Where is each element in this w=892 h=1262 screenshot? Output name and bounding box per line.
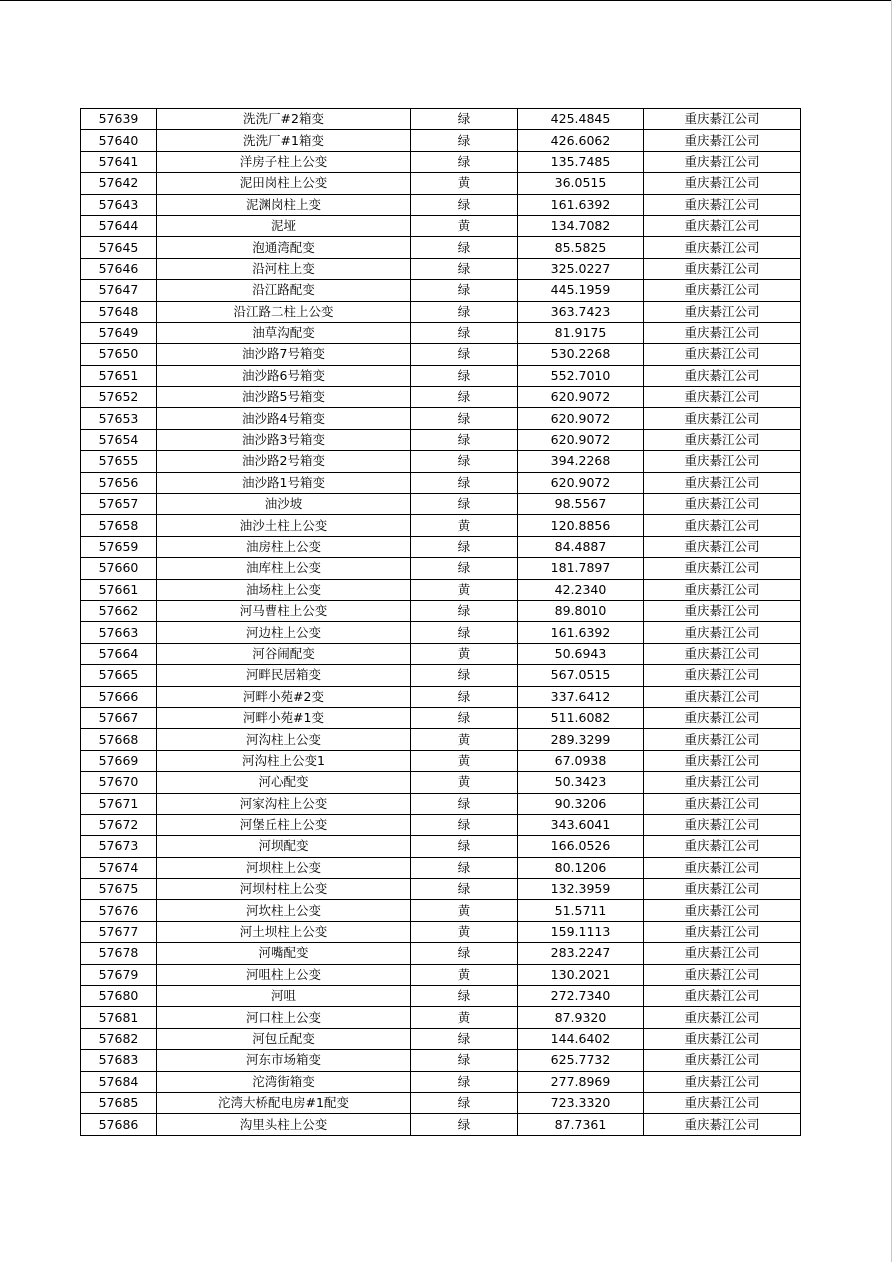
cell-id: 57654	[81, 429, 157, 450]
cell-id: 57660	[81, 558, 157, 579]
table-row	[81, 322, 801, 343]
cell-value: 289.3299	[518, 729, 644, 750]
cell-value: 394.2268	[518, 451, 644, 472]
cell-status: 绿	[411, 344, 518, 365]
cell-company: 重庆綦江公司	[644, 686, 801, 707]
table-row	[81, 151, 801, 172]
cell-status: 绿	[411, 322, 518, 343]
cell-value: 120.8856	[518, 515, 644, 536]
cell-company: 重庆綦江公司	[644, 387, 801, 408]
cell-id: 57681	[81, 1007, 157, 1028]
table-row	[81, 365, 801, 386]
cell-id: 57671	[81, 793, 157, 814]
cell-company: 重庆綦江公司	[644, 964, 801, 985]
cell-id: 57642	[81, 173, 157, 194]
transformer-table	[80, 108, 801, 1136]
cell-value: 159.1113	[518, 921, 644, 942]
cell-value: 343.6041	[518, 814, 644, 835]
cell-value: 530.2268	[518, 344, 644, 365]
cell-company: 重庆綦江公司	[644, 322, 801, 343]
cell-name: 河畔小苑#2变	[157, 686, 411, 707]
cell-id: 57664	[81, 643, 157, 664]
cell-name: 河咀	[157, 986, 411, 1007]
cell-status: 绿	[411, 130, 518, 151]
cell-company: 重庆綦江公司	[644, 280, 801, 301]
table-row	[81, 130, 801, 151]
cell-name: 沱湾大桥配电房#1配变	[157, 1092, 411, 1113]
cell-value: 84.4887	[518, 536, 644, 557]
cell-name: 河坎柱上公变	[157, 900, 411, 921]
cell-company: 重庆綦江公司	[644, 622, 801, 643]
cell-id: 57663	[81, 622, 157, 643]
cell-value: 363.7423	[518, 301, 644, 322]
page-top-border	[0, 0, 892, 1]
cell-value: 144.6402	[518, 1028, 644, 1049]
cell-name: 河坝柱上公变	[157, 857, 411, 878]
cell-status: 黄	[411, 579, 518, 600]
cell-value: 50.3423	[518, 772, 644, 793]
cell-status: 绿	[411, 429, 518, 450]
cell-name: 泥渊岗柱上变	[157, 194, 411, 215]
cell-name: 洗洗厂#2箱变	[157, 109, 411, 130]
cell-id: 57656	[81, 472, 157, 493]
cell-id: 57653	[81, 408, 157, 429]
cell-name: 河沟柱上公变1	[157, 750, 411, 771]
cell-value: 283.2247	[518, 943, 644, 964]
cell-status: 绿	[411, 793, 518, 814]
cell-company: 重庆綦江公司	[644, 857, 801, 878]
cell-status: 绿	[411, 1092, 518, 1113]
cell-name: 油场柱上公变	[157, 579, 411, 600]
cell-id: 57665	[81, 665, 157, 686]
cell-status: 黄	[411, 921, 518, 942]
cell-id: 57683	[81, 1050, 157, 1071]
cell-value: 166.0526	[518, 836, 644, 857]
cell-company: 重庆綦江公司	[644, 365, 801, 386]
cell-company: 重庆綦江公司	[644, 130, 801, 151]
cell-status: 绿	[411, 1028, 518, 1049]
cell-value: 90.3206	[518, 793, 644, 814]
cell-name: 油沙路6号箱变	[157, 365, 411, 386]
cell-name: 油库柱上公变	[157, 558, 411, 579]
cell-name: 油沙路3号箱变	[157, 429, 411, 450]
cell-name: 油沙路7号箱变	[157, 344, 411, 365]
cell-value: 445.1959	[518, 280, 644, 301]
cell-value: 161.6392	[518, 622, 644, 643]
cell-name: 泥田岗柱上公变	[157, 173, 411, 194]
cell-name: 洗洗厂#1箱变	[157, 130, 411, 151]
cell-id: 57649	[81, 322, 157, 343]
cell-company: 重庆綦江公司	[644, 515, 801, 536]
table-row	[81, 600, 801, 621]
cell-value: 89.8010	[518, 600, 644, 621]
cell-name: 洋房子柱上公变	[157, 151, 411, 172]
table-row	[81, 280, 801, 301]
table-row	[81, 622, 801, 643]
cell-id: 57643	[81, 194, 157, 215]
table-row	[81, 900, 801, 921]
cell-status: 绿	[411, 857, 518, 878]
table-row	[81, 1050, 801, 1071]
table-row	[81, 344, 801, 365]
cell-name: 油沙路5号箱变	[157, 387, 411, 408]
cell-value: 87.7361	[518, 1114, 644, 1135]
cell-id: 57675	[81, 879, 157, 900]
cell-name: 油沙路4号箱变	[157, 408, 411, 429]
table-row	[81, 451, 801, 472]
cell-company: 重庆綦江公司	[644, 772, 801, 793]
cell-status: 绿	[411, 943, 518, 964]
cell-id: 57650	[81, 344, 157, 365]
cell-name: 河坝村柱上公变	[157, 879, 411, 900]
cell-name: 河边柱上公变	[157, 622, 411, 643]
cell-id: 57652	[81, 387, 157, 408]
cell-id: 57640	[81, 130, 157, 151]
cell-company: 重庆綦江公司	[644, 900, 801, 921]
cell-value: 181.7897	[518, 558, 644, 579]
table-row	[81, 1007, 801, 1028]
cell-status: 黄	[411, 1007, 518, 1028]
table-row	[81, 472, 801, 493]
cell-name: 沱湾街箱变	[157, 1071, 411, 1092]
cell-name: 油沙路1号箱变	[157, 472, 411, 493]
table-row	[81, 558, 801, 579]
cell-status: 绿	[411, 151, 518, 172]
cell-company: 重庆綦江公司	[644, 194, 801, 215]
cell-company: 重庆綦江公司	[644, 707, 801, 728]
cell-name: 油沙路2号箱变	[157, 451, 411, 472]
cell-status: 黄	[411, 515, 518, 536]
cell-company: 重庆綦江公司	[644, 793, 801, 814]
cell-company: 重庆綦江公司	[644, 558, 801, 579]
cell-value: 42.2340	[518, 579, 644, 600]
cell-value: 620.9072	[518, 429, 644, 450]
table-row	[81, 258, 801, 279]
cell-status: 绿	[411, 494, 518, 515]
cell-company: 重庆綦江公司	[644, 536, 801, 557]
cell-id: 57685	[81, 1092, 157, 1113]
cell-name: 油草沟配变	[157, 322, 411, 343]
cell-status: 黄	[411, 173, 518, 194]
cell-id: 57679	[81, 964, 157, 985]
cell-name: 河堡丘柱上公变	[157, 814, 411, 835]
cell-status: 绿	[411, 387, 518, 408]
table-row	[81, 665, 801, 686]
cell-status: 绿	[411, 600, 518, 621]
cell-status: 绿	[411, 814, 518, 835]
table-row	[81, 515, 801, 536]
cell-company: 重庆綦江公司	[644, 1114, 801, 1135]
table-row	[81, 750, 801, 771]
cell-value: 620.9072	[518, 408, 644, 429]
cell-company: 重庆綦江公司	[644, 579, 801, 600]
cell-value: 87.9320	[518, 1007, 644, 1028]
cell-value: 723.3320	[518, 1092, 644, 1113]
cell-name: 河土坝柱上公变	[157, 921, 411, 942]
cell-status: 黄	[411, 729, 518, 750]
cell-status: 绿	[411, 194, 518, 215]
table-row	[81, 707, 801, 728]
cell-company: 重庆綦江公司	[644, 665, 801, 686]
table-row	[81, 772, 801, 793]
cell-name: 河马曹柱上公变	[157, 600, 411, 621]
cell-id: 57677	[81, 921, 157, 942]
cell-status: 绿	[411, 408, 518, 429]
table-row	[81, 814, 801, 835]
cell-id: 57641	[81, 151, 157, 172]
cell-status: 黄	[411, 772, 518, 793]
cell-value: 50.6943	[518, 643, 644, 664]
cell-company: 重庆綦江公司	[644, 729, 801, 750]
cell-value: 85.5825	[518, 237, 644, 258]
cell-value: 80.1206	[518, 857, 644, 878]
cell-value: 134.7082	[518, 215, 644, 236]
table-row	[81, 579, 801, 600]
cell-status: 黄	[411, 900, 518, 921]
table-row	[81, 408, 801, 429]
cell-name: 河心配变	[157, 772, 411, 793]
cell-company: 重庆綦江公司	[644, 151, 801, 172]
cell-name: 油房柱上公变	[157, 536, 411, 557]
cell-name: 沿河柱上变	[157, 258, 411, 279]
cell-company: 重庆綦江公司	[644, 301, 801, 322]
cell-value: 620.9072	[518, 387, 644, 408]
cell-id: 57646	[81, 258, 157, 279]
cell-company: 重庆綦江公司	[644, 429, 801, 450]
table-row	[81, 173, 801, 194]
cell-company: 重庆綦江公司	[644, 237, 801, 258]
cell-status: 绿	[411, 1071, 518, 1092]
cell-status: 绿	[411, 665, 518, 686]
cell-id: 57645	[81, 237, 157, 258]
cell-status: 绿	[411, 986, 518, 1007]
cell-value: 325.0227	[518, 258, 644, 279]
cell-value: 620.9072	[518, 472, 644, 493]
cell-company: 重庆綦江公司	[644, 215, 801, 236]
cell-status: 绿	[411, 301, 518, 322]
cell-name: 河包丘配变	[157, 1028, 411, 1049]
cell-id: 57647	[81, 280, 157, 301]
cell-name: 河畔民居箱变	[157, 665, 411, 686]
cell-id: 57674	[81, 857, 157, 878]
cell-company: 重庆綦江公司	[644, 1028, 801, 1049]
cell-status: 绿	[411, 365, 518, 386]
cell-value: 132.3959	[518, 879, 644, 900]
cell-id: 57670	[81, 772, 157, 793]
cell-id: 57658	[81, 515, 157, 536]
cell-status: 绿	[411, 879, 518, 900]
cell-id: 57686	[81, 1114, 157, 1135]
cell-company: 重庆綦江公司	[644, 472, 801, 493]
table-row	[81, 387, 801, 408]
cell-value: 98.5567	[518, 494, 644, 515]
cell-value: 625.7732	[518, 1050, 644, 1071]
cell-company: 重庆綦江公司	[644, 943, 801, 964]
cell-company: 重庆綦江公司	[644, 879, 801, 900]
table-row	[81, 643, 801, 664]
cell-id: 57678	[81, 943, 157, 964]
cell-name: 沟里头柱上公变	[157, 1114, 411, 1135]
cell-status: 绿	[411, 622, 518, 643]
cell-status: 黄	[411, 964, 518, 985]
cell-company: 重庆綦江公司	[644, 109, 801, 130]
cell-value: 552.7010	[518, 365, 644, 386]
table-row	[81, 943, 801, 964]
cell-value: 426.6062	[518, 130, 644, 151]
cell-name: 河口柱上公变	[157, 1007, 411, 1028]
cell-id: 57657	[81, 494, 157, 515]
cell-company: 重庆綦江公司	[644, 1092, 801, 1113]
cell-name: 河畔小苑#1变	[157, 707, 411, 728]
table-row	[81, 194, 801, 215]
cell-value: 67.0938	[518, 750, 644, 771]
cell-value: 36.0515	[518, 173, 644, 194]
cell-name: 油沙坡	[157, 494, 411, 515]
cell-company: 重庆綦江公司	[644, 1050, 801, 1071]
table-row	[81, 301, 801, 322]
cell-company: 重庆綦江公司	[644, 494, 801, 515]
table-row	[81, 729, 801, 750]
cell-id: 57639	[81, 109, 157, 130]
table-row	[81, 964, 801, 985]
cell-id: 57682	[81, 1028, 157, 1049]
table-row	[81, 536, 801, 557]
cell-name: 河东市场箱变	[157, 1050, 411, 1071]
cell-name: 河坝配变	[157, 836, 411, 857]
cell-status: 绿	[411, 109, 518, 130]
cell-status: 绿	[411, 237, 518, 258]
cell-status: 绿	[411, 258, 518, 279]
cell-name: 沿江路配变	[157, 280, 411, 301]
table-row	[81, 921, 801, 942]
cell-company: 重庆綦江公司	[644, 600, 801, 621]
cell-name: 油沙土柱上公变	[157, 515, 411, 536]
cell-company: 重庆綦江公司	[644, 451, 801, 472]
cell-id: 57662	[81, 600, 157, 621]
cell-value: 277.8969	[518, 1071, 644, 1092]
cell-id: 57669	[81, 750, 157, 771]
cell-id: 57668	[81, 729, 157, 750]
cell-status: 绿	[411, 1050, 518, 1071]
cell-name: 河咀柱上公变	[157, 964, 411, 985]
cell-name: 沿江路二柱上公变	[157, 301, 411, 322]
cell-id: 57661	[81, 579, 157, 600]
cell-company: 重庆綦江公司	[644, 814, 801, 835]
cell-name: 河家沟柱上公变	[157, 793, 411, 814]
cell-value: 425.4845	[518, 109, 644, 130]
cell-company: 重庆綦江公司	[644, 408, 801, 429]
cell-id: 57673	[81, 836, 157, 857]
table-row	[81, 857, 801, 878]
cell-status: 绿	[411, 472, 518, 493]
cell-value: 81.9175	[518, 322, 644, 343]
cell-id: 57680	[81, 986, 157, 1007]
cell-value: 130.2021	[518, 964, 644, 985]
cell-company: 重庆綦江公司	[644, 173, 801, 194]
cell-company: 重庆綦江公司	[644, 1007, 801, 1028]
cell-id: 57666	[81, 686, 157, 707]
cell-company: 重庆綦江公司	[644, 986, 801, 1007]
cell-id: 57651	[81, 365, 157, 386]
cell-status: 绿	[411, 836, 518, 857]
cell-status: 绿	[411, 707, 518, 728]
cell-value: 272.7340	[518, 986, 644, 1007]
table-row	[81, 494, 801, 515]
table-row	[81, 1114, 801, 1135]
cell-name: 河嘴配变	[157, 943, 411, 964]
cell-status: 绿	[411, 536, 518, 557]
cell-company: 重庆綦江公司	[644, 1071, 801, 1092]
cell-name: 河沟柱上公变	[157, 729, 411, 750]
table-row	[81, 215, 801, 236]
table-row	[81, 686, 801, 707]
cell-company: 重庆綦江公司	[644, 643, 801, 664]
table-row	[81, 109, 801, 130]
cell-status: 黄	[411, 215, 518, 236]
table-row	[81, 429, 801, 450]
cell-company: 重庆綦江公司	[644, 258, 801, 279]
cell-value: 135.7485	[518, 151, 644, 172]
cell-id: 57659	[81, 536, 157, 557]
cell-name: 泥垭	[157, 215, 411, 236]
cell-id: 57684	[81, 1071, 157, 1092]
cell-name: 泡通湾配变	[157, 237, 411, 258]
table-row	[81, 836, 801, 857]
cell-id: 57667	[81, 707, 157, 728]
cell-id: 57672	[81, 814, 157, 835]
cell-id: 57648	[81, 301, 157, 322]
cell-value: 161.6392	[518, 194, 644, 215]
cell-company: 重庆綦江公司	[644, 836, 801, 857]
table-row	[81, 879, 801, 900]
table-row	[81, 1028, 801, 1049]
cell-company: 重庆綦江公司	[644, 344, 801, 365]
cell-id: 57676	[81, 900, 157, 921]
cell-value: 511.6082	[518, 707, 644, 728]
cell-id: 57655	[81, 451, 157, 472]
cell-status: 绿	[411, 558, 518, 579]
cell-value: 567.0515	[518, 665, 644, 686]
table-row	[81, 986, 801, 1007]
cell-value: 337.6412	[518, 686, 644, 707]
table-body	[81, 109, 801, 1136]
cell-id: 57644	[81, 215, 157, 236]
table-row	[81, 1071, 801, 1092]
cell-status: 绿	[411, 1114, 518, 1135]
table-row	[81, 793, 801, 814]
cell-status: 绿	[411, 451, 518, 472]
table-row	[81, 237, 801, 258]
cell-company: 重庆綦江公司	[644, 921, 801, 942]
cell-status: 绿	[411, 686, 518, 707]
table-row	[81, 1092, 801, 1113]
cell-status: 绿	[411, 280, 518, 301]
cell-company: 重庆綦江公司	[644, 750, 801, 771]
cell-status: 黄	[411, 750, 518, 771]
cell-name: 河谷闹配变	[157, 643, 411, 664]
cell-value: 51.5711	[518, 900, 644, 921]
cell-status: 黄	[411, 643, 518, 664]
